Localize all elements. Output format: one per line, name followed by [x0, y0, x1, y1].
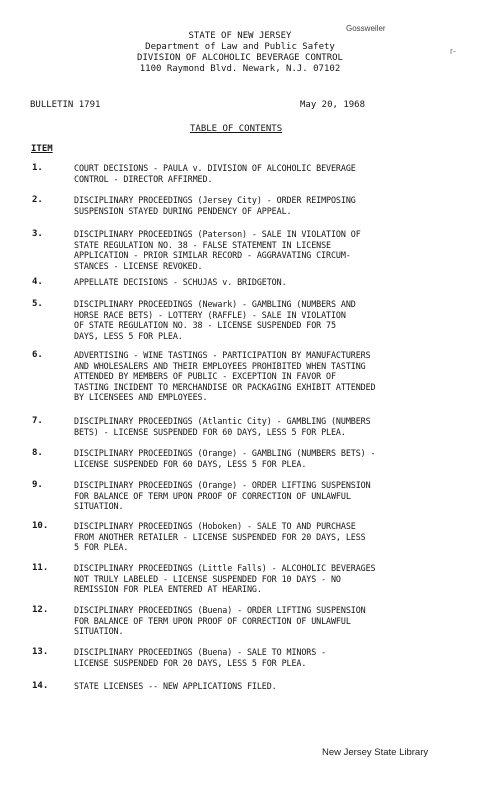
letterhead-address: 1100 Raymond Blvd. Newark, N.J. 07102 — [139, 64, 341, 74]
item-text: APPELLATE DECISIONS - SCHUJAS v. BRIDGETON. — [74, 277, 287, 287]
item-number: 1. — [32, 163, 43, 173]
item-text: DISCIPLINARY PROCEEDINGS (Newark) - GAMBLING (NUMBERS AND HORSE RACE BETS) - LOTTERY (RAFFLE) - SALE IN VIOLATION OF STATE REGULATION NO. 38 - LICENSE SUSPENDED FOR 75 DAYS, LESS 5 FOR PLEA. — [74, 299, 356, 341]
item-text: DISCIPLINARY PROCEEDINGS (Orange) - GAMBLING (NUMBERS BETS) - LICENSE SUSPENDED FOR 60 DAYS, LESS 5 FOR PLEA. — [74, 448, 376, 469]
handwritten-note: Gossweiler — [346, 24, 386, 33]
item-number: 14. — [32, 681, 49, 691]
library-stamp: New Jersey State Library — [322, 747, 429, 758]
item-number: 2. — [32, 195, 43, 205]
corner-mark: r- — [450, 46, 456, 56]
item-number: 11. — [32, 563, 49, 573]
toc-title: TABLE OF CONTENTS — [190, 124, 283, 134]
item-text: DISCIPLINARY PROCEEDINGS (Orange) - ORDER LIFTING SUSPENSION FOR BALANCE OF TERM UPON PROOF OF CORRECTION OF UNLAWFUL SITUATION. — [74, 480, 371, 511]
item-text: COURT DECISIONS - PAULA v. DIVISION OF ALCOHOLIC BEVERAGE CONTROL - DIRECTOR AFFIRMED. — [74, 163, 356, 184]
letterhead — [110, 31, 370, 75]
letterhead-department: Department of Law and Public Safety — [145, 42, 335, 52]
item-text: DISCIPLINARY PROCEEDINGS (Buena) - SALE TO MINORS - LICENSE SUSPENDED FOR 20 DAYS, LESS 5 FOR PLEA. — [74, 647, 327, 668]
letterhead-state: STATE OF NEW JERSEY — [188, 31, 292, 41]
item-number: 8. — [32, 448, 43, 458]
item-number: 6. — [32, 350, 43, 360]
item-number: 12. — [32, 605, 49, 615]
item-number: 7. — [32, 416, 43, 426]
item-text: DISCIPLINARY PROCEEDINGS (Atlantic City) - GAMBLING (NUMBERS BETS) - LICENSE SUSPENDED FOR 60 DAYS, LESS 5 FOR PLEA. — [74, 416, 371, 437]
item-number: 4. — [32, 277, 43, 287]
bulletin-date: May 20, 1968 — [300, 100, 366, 110]
item-column-header: ITEM — [31, 144, 53, 154]
item-number: 3. — [32, 229, 43, 239]
item-number: 9. — [32, 480, 43, 490]
item-text: DISCIPLINARY PROCEEDINGS (Little Falls) - ALCOHOLIC BEVERAGES NOT TRULY LABELED - LICENSE SUSPENDED FOR 10 DAYS - NO REMISSION FOR PLEA ENTERED AT HEARING. — [74, 563, 376, 594]
item-text: ADVERTISING - WINE TASTINGS - PARTICIPATION BY MANUFACTURERS AND WHOLESALERS AND THEIR EMPLOYEES PROHIBITED WHEN TASTING ATTENDED BY MEMBERS OF PUBLIC - EXCEPTION IN FAVOR OF TASTING INCIDENT TO MERCHANDISE OR PACKAGING EXHIBIT ATTENDED BY LICENSEES AND EMPLOYEES. — [74, 350, 376, 402]
item-text: STATE LICENSES -- NEW APPLICATIONS FILED. — [74, 681, 277, 691]
item-text: DISCIPLINARY PROCEEDINGS (Jersey City) - ORDER REIMPOSING SUSPENSION STAYED DURING PENDENCY OF APPEAL. — [74, 195, 356, 216]
item-text: DISCIPLINARY PROCEEDINGS (Paterson) - SALE IN VIOLATION OF STATE REGULATION NO. 38 - FALSE STATEMENT IN LICENSE APPLICATION - PRIOR SIMILAR RECORD - AGGRAVATING CIRCUM- STANCES - LICENSE REVOKED. — [74, 229, 361, 271]
item-text: DISCIPLINARY PROCEEDINGS (Hoboken) - SALE TO AND PURCHASE FROM ANOTHER RETAILER - LICENSE SUSPENDED FOR 20 DAYS, LESS 5 FOR PLEA. — [74, 521, 366, 552]
bulletin-number: BULLETIN 1791 — [30, 100, 101, 110]
item-number: 10. — [32, 521, 49, 531]
letterhead-division: DIVISION OF ALCOHOLIC BEVERAGE CONTROL — [137, 53, 343, 63]
item-text: DISCIPLINARY PROCEEDINGS (Buena) - ORDER LIFTING SUSPENSION FOR BALANCE OF TERM UPON PROOF OF CORRECTION OF UNLAWFUL SITUATION. — [74, 605, 366, 636]
item-number: 13. — [32, 647, 49, 657]
item-number: 5. — [32, 299, 43, 309]
